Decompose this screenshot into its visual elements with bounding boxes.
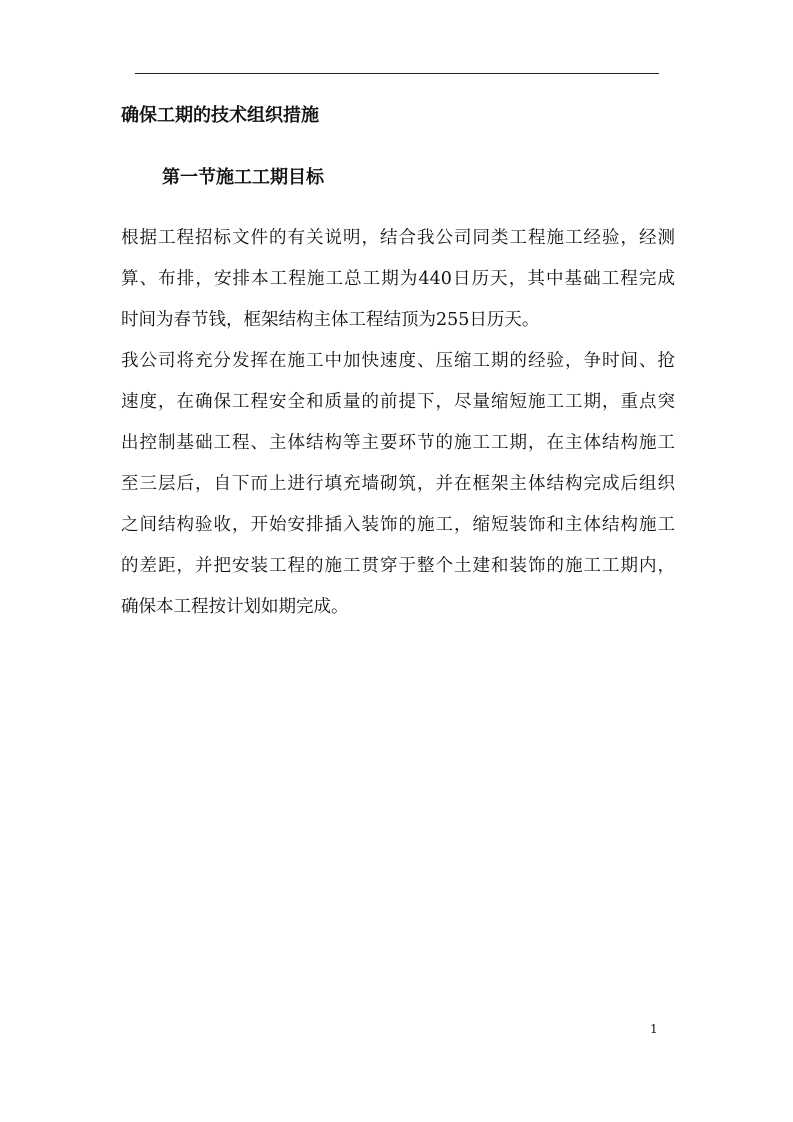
section-title: 确保工期的技术组织措施 bbox=[121, 105, 319, 126]
page-number: 1 bbox=[650, 1022, 658, 1036]
body-text bbox=[121, 220, 675, 630]
chapter-heading: 第一节施工工期目标 bbox=[162, 167, 324, 188]
paragraph-2 bbox=[121, 343, 675, 630]
paragraph-line: 之间结构验收，开始安排插入装饰的施工，缩短装饰和主体结构施工 bbox=[121, 515, 675, 535]
paragraph-line: 的差距，并把安装工程的施工贯穿于整个土建和装饰的施工工期内， bbox=[121, 556, 675, 576]
paragraph-line: 至三层后，自下而上进行填充墙砌筑，并在框架主体结构完成后组织 bbox=[121, 474, 675, 494]
paragraph-1 bbox=[121, 220, 675, 343]
paragraph-line: 根据工程招标文件的有关说明，结合我公司同类工程施工经验，经测 bbox=[121, 228, 675, 248]
paragraph-line: 算、布排，安排本工程施工总工期为440日历天，其中基础工程完成 bbox=[121, 269, 675, 289]
paragraph-line: 速度，在确保工程安全和质量的前提下，尽量缩短施工工期，重点突 bbox=[121, 392, 675, 412]
header-rule bbox=[135, 73, 659, 74]
paragraph-line: 我公司将充分发挥在施工中加快速度、压缩工期的经验，争时间、抢 bbox=[121, 351, 675, 371]
paragraph-line: 时间为春节钱，框架结构主体工程结顶为255日历天。 bbox=[121, 310, 540, 330]
paragraph-line: 确保本工程按计划如期完成。 bbox=[121, 597, 349, 617]
paragraph-line: 出控制基础工程、主体结构等主要环节的施工工期，在主体结构施工 bbox=[121, 433, 675, 453]
